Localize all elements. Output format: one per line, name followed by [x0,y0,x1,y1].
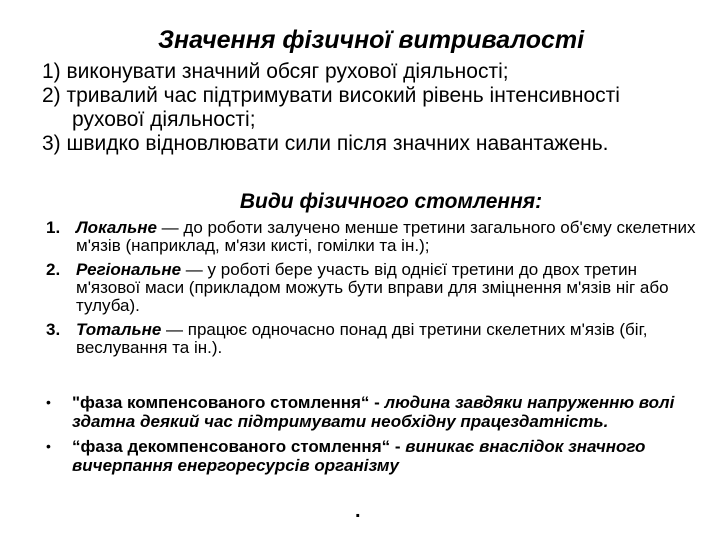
list-number: 3. [46,320,61,339]
list-number: 1. [46,218,61,237]
term: Локальне [76,218,157,237]
list-number: 2. [46,260,61,279]
fatigue-type-regional [46,261,696,315]
definition: — працює одночасно понад дві третини скелетних м'язів (біг, веслування та ін.). [76,320,648,357]
endurance-item-2: 2) тривалий час підтримувати високий рівень інтенсивності рухової діяльності; [42,84,620,131]
term: Тотальне [76,320,162,339]
fatigue-type-local [46,219,696,255]
phase-description: виникає внаслідок значного вичерпання енергоресурсів організму [72,437,646,475]
list-text [76,219,696,255]
definition: — у роботі бере участь від однієї третини до двох третин м'язової маси (прикладом можуть бути вправи для зміцнення м'язів ніг або тулуба). [76,260,669,315]
phase-decompensated [46,437,696,475]
phase-description: людина завдяки напруженню волі здатна деякий час підтримувати необхідну працездатність. [72,393,675,431]
end-mark: . [355,500,361,522]
phase-name: “фаза декомпенсованого стомлення“ - [72,437,406,456]
fatigue-types-list [46,219,696,363]
fatigue-types-title: Види фізичного стомлення: [239,190,543,213]
endurance-item-1: 1) виконувати значний обсяг рухової діяльності; [42,60,509,83]
phase-name: "фаза компенсованого стомлення“ - [72,393,385,412]
list-text [72,437,696,475]
list-text [72,393,696,431]
definition: — до роботи залучено менше третини загального об'єму скелетних м'язів (наприклад, м'язи кисті, гомілки та ін.); [76,218,696,255]
list-text [76,321,696,357]
fatigue-type-total [46,321,696,357]
slide-title: Значення фізичної витривалості [157,26,585,54]
term: Регіональне [76,260,182,279]
fatigue-phases-list [46,393,696,481]
endurance-list [42,60,682,156]
list-text [76,261,696,315]
bullet-icon: • [46,394,51,410]
bullet-icon: • [46,438,51,454]
phase-compensated [46,393,696,431]
endurance-item-3: 3) швидко відновлювати сили після значних навантажень. [42,132,609,155]
